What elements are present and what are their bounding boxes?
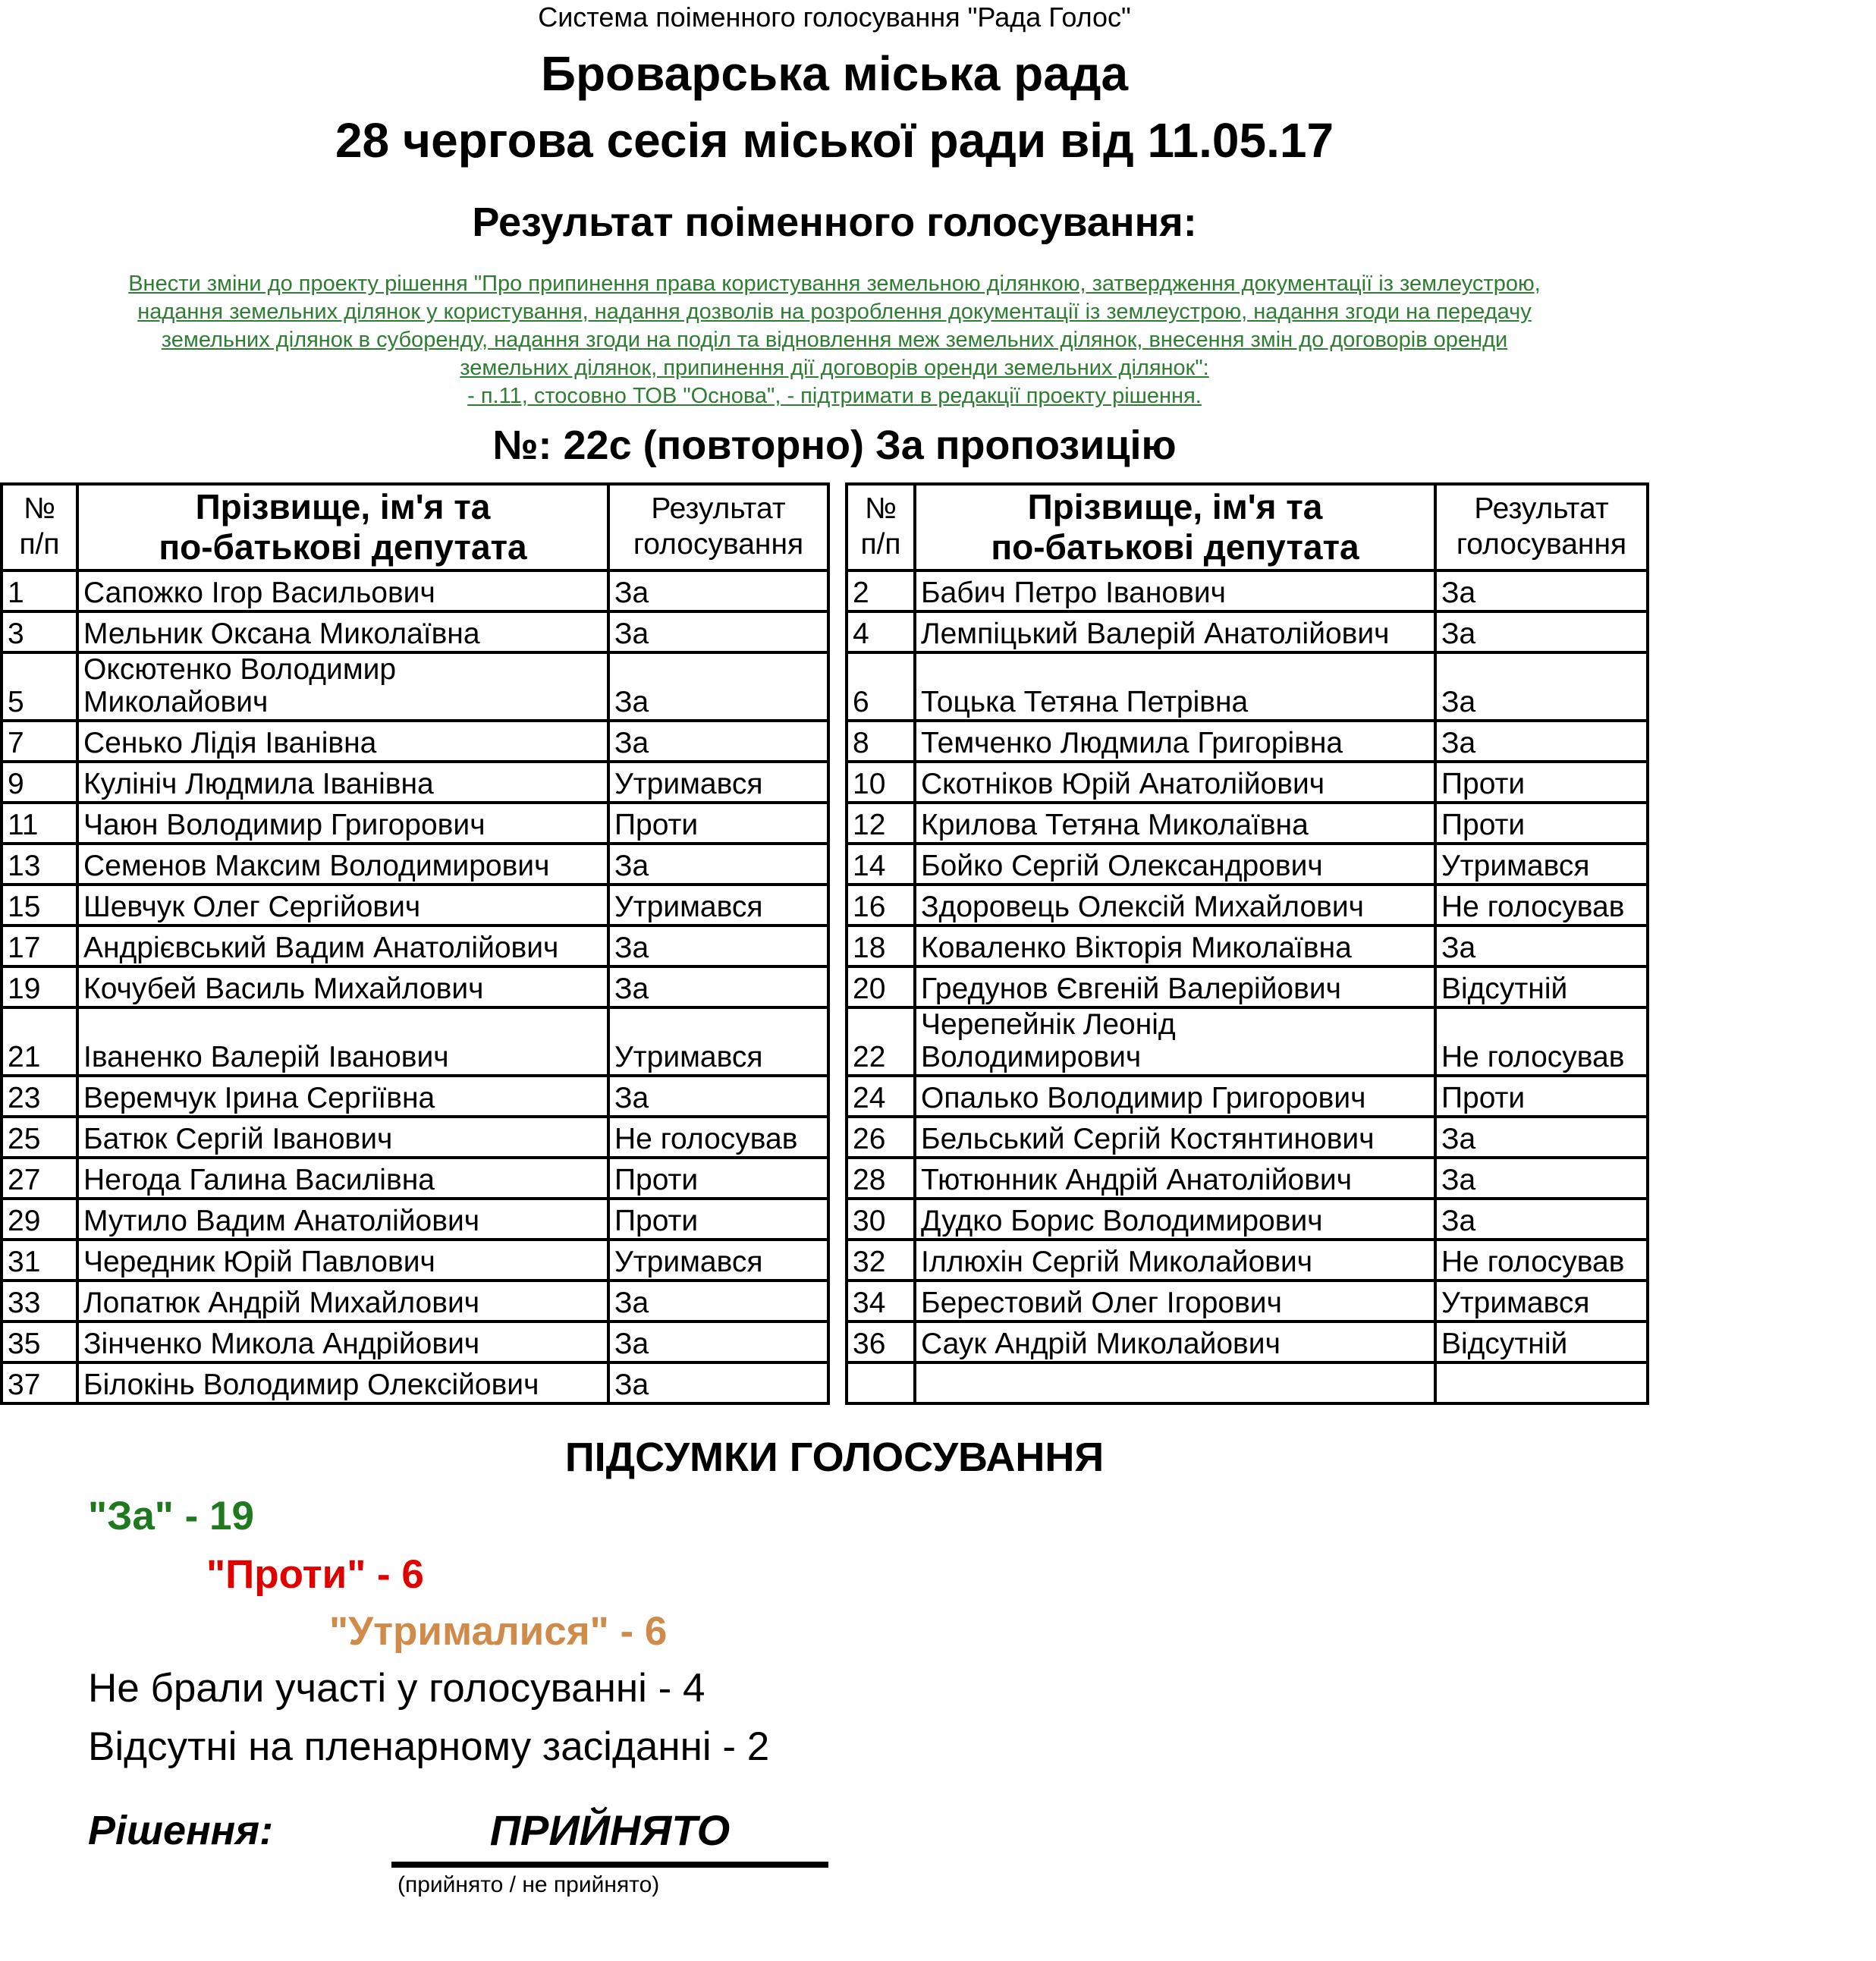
row-number: 18	[847, 926, 915, 966]
table-row	[2, 1199, 828, 1240]
deputy-name: Чаюн Володимир Григорович	[77, 803, 608, 844]
vote-result	[1435, 1362, 1648, 1403]
deputy-name: Лопатюк Андрій Михайлович	[77, 1281, 608, 1321]
summary-against: "Проти" - 6	[206, 1552, 424, 1597]
row-number: 36	[847, 1321, 915, 1362]
vote-result: Проти	[1435, 803, 1648, 844]
vote-result: За	[1435, 570, 1648, 611]
vote-result: Проти	[608, 803, 828, 844]
table-row	[847, 611, 1648, 652]
decision-hint: (прийнято / не прийнято)	[398, 1872, 660, 1897]
deputy-name: Опалько Володимир Григорович	[915, 1076, 1435, 1117]
row-number: 30	[847, 1199, 915, 1240]
council-name: Броварська міська рада	[540, 46, 1129, 101]
table-row	[847, 721, 1648, 762]
votes-table-right	[845, 482, 1649, 1405]
table-row	[2, 1281, 828, 1321]
deputy-name: Мутило Вадим Анатолійович	[77, 1199, 608, 1240]
deputy-name-line: Тоцька Тетяна Петрівна	[921, 686, 1249, 719]
row-number: 3	[2, 611, 77, 652]
vote-result: За	[1435, 1199, 1648, 1240]
decision-value: ПРИЙНЯТО	[489, 1806, 731, 1854]
row-number: 14	[847, 844, 915, 885]
table-row	[2, 926, 828, 966]
table-row	[847, 885, 1648, 926]
deputy-name	[915, 652, 1435, 721]
table-row	[847, 652, 1648, 721]
row-number: 28	[847, 1158, 915, 1199]
table-row	[847, 1076, 1648, 1117]
deputy-name: Темченко Людмила Григорівна	[915, 721, 1435, 762]
vote-result: Утримався	[608, 1240, 828, 1281]
deputy-name: Мельник Оксана Миколаївна	[77, 611, 608, 652]
deputy-name-line: Іваненко Валерій Іванович	[83, 1041, 449, 1074]
table-row	[2, 721, 828, 762]
row-number: 15	[2, 885, 77, 926]
table-row	[2, 1007, 828, 1076]
vote-result: За	[608, 1362, 828, 1403]
vote-result: За	[1435, 926, 1648, 966]
table-row	[2, 1321, 828, 1362]
vote-result: Проти	[608, 1158, 828, 1199]
row-number: 2	[847, 570, 915, 611]
row-number: 17	[2, 926, 77, 966]
table-row	[847, 1158, 1648, 1199]
vote-result: За	[608, 966, 828, 1007]
row-number: 32	[847, 1240, 915, 1281]
result-heading: Результат поіменного голосування:	[472, 200, 1197, 245]
table-row	[847, 762, 1648, 803]
summary-abstained: "Утрималися" - 6	[329, 1609, 668, 1654]
deputy-name	[915, 1362, 1435, 1403]
table-row	[847, 1117, 1648, 1158]
motion-line[interactable]: земельних ділянок, припинення дії договорів оренди земельних ділянок":	[460, 356, 1209, 380]
vote-result: За	[1435, 721, 1648, 762]
table-row	[2, 762, 828, 803]
row-number: 16	[847, 885, 915, 926]
motion-line[interactable]: Внести зміни до проекту рішення "Про припинення права користування земельною ділянкою, затвердження документації із землеустрою,	[128, 272, 1541, 296]
vote-result: За	[608, 1076, 828, 1117]
row-number: 25	[2, 1117, 77, 1158]
deputy-name: Дудко Борис Володимирович	[915, 1199, 1435, 1240]
vote-result: За	[608, 570, 828, 611]
row-number: 22	[847, 1007, 915, 1076]
deputy-name: Шевчук Олег Сергійович	[77, 885, 608, 926]
motion-line[interactable]: - п.11, стосовно ТОВ "Основа", - підтримати в редакції проекту рішення.	[467, 384, 1202, 408]
table-row	[2, 652, 828, 721]
deputy-name: Бельський Сергій Костянтинович	[915, 1117, 1435, 1158]
deputy-name-line: Миколайович	[83, 686, 269, 719]
table-row	[847, 1362, 1648, 1403]
row-number: 5	[2, 652, 77, 721]
deputy-name: Здоровець Олексій Михайлович	[915, 885, 1435, 926]
row-number: 34	[847, 1281, 915, 1321]
deputy-name-line: Черепейнік Леонід	[921, 1008, 1176, 1042]
table-row	[2, 1076, 828, 1117]
row-number: 12	[847, 803, 915, 844]
deputy-name-line: Оксютенко Володимир	[83, 653, 397, 687]
row-number: 27	[2, 1158, 77, 1199]
result-header: Результат голосування	[1435, 484, 1648, 570]
deputy-name: Тютюнник Андрій Анатолійович	[915, 1158, 1435, 1199]
vote-result: Утримався	[608, 1007, 828, 1076]
summary-not-voted: Не брали участі у голосуванні - 4	[88, 1666, 705, 1711]
vote-result: За	[608, 652, 828, 721]
row-number: 13	[2, 844, 77, 885]
deputy-name: Кочубей Василь Михайлович	[77, 966, 608, 1007]
vote-result: Утримався	[608, 885, 828, 926]
session-title: 28 чергова сесія міської ради від 11.05.17	[335, 113, 1334, 168]
system-title: Система поіменного голосування "Рада Голос"	[538, 2, 1131, 33]
vote-result: Утримався	[1435, 1281, 1648, 1321]
vote-result: Проти	[1435, 762, 1648, 803]
row-number: 9	[2, 762, 77, 803]
table-row	[2, 1158, 828, 1199]
vote-result: За	[1435, 652, 1648, 721]
summary-title: ПІДСУМКИ ГОЛОСУВАННЯ	[564, 1435, 1105, 1480]
deputy-name: Бойко Сергій Олександрович	[915, 844, 1435, 885]
table-row	[847, 1240, 1648, 1281]
deputy-name: Іллюхін Сергій Миколайович	[915, 1240, 1435, 1281]
deputy-name: Семенов Максим Володимирович	[77, 844, 608, 885]
row-number: 24	[847, 1076, 915, 1117]
deputy-name-line: Володимирович	[921, 1041, 1142, 1074]
table-row	[847, 1321, 1648, 1362]
deputy-name: Білокінь Володимир Олексійович	[77, 1362, 608, 1403]
table-header-row	[2, 484, 828, 570]
decision-underline	[391, 1862, 828, 1868]
deputy-name: Чередник Юрій Павлович	[77, 1240, 608, 1281]
deputy-name: Сапожко Ігор Васильович	[77, 570, 608, 611]
deputy-name	[915, 1007, 1435, 1076]
vote-number: №: 22с (повторно) За пропозицію	[492, 423, 1177, 468]
row-number: 37	[2, 1362, 77, 1403]
deputy-name	[77, 1007, 608, 1076]
vote-result: За	[608, 926, 828, 966]
table-row	[2, 803, 828, 844]
deputy-name: Скотніков Юрій Анатолійович	[915, 762, 1435, 803]
deputy-name: Сенько Лідія Іванівна	[77, 721, 608, 762]
deputy-name: Гредунов Євгеній Валерійович	[915, 966, 1435, 1007]
table-row	[2, 966, 828, 1007]
row-number: 19	[2, 966, 77, 1007]
vote-result: За	[608, 611, 828, 652]
table-header-row	[847, 484, 1648, 570]
name-header: Прізвище, ім'я та по-батькові депутата	[915, 484, 1435, 570]
deputy-name: Зінченко Микола Андрійович	[77, 1321, 608, 1362]
vote-result: Не голосував	[1435, 1007, 1648, 1076]
row-number: 10	[847, 762, 915, 803]
vote-result: Не голосував	[608, 1117, 828, 1158]
table-row	[847, 803, 1648, 844]
row-number: 6	[847, 652, 915, 721]
votes-table-left	[0, 482, 830, 1405]
table-row	[847, 966, 1648, 1007]
table-row	[2, 844, 828, 885]
table-row	[847, 1007, 1648, 1076]
table-row	[2, 1240, 828, 1281]
deputy-name: Андрієвський Вадим Анатолійович	[77, 926, 608, 966]
table-row	[847, 1199, 1648, 1240]
row-number: 23	[2, 1076, 77, 1117]
row-number: 26	[847, 1117, 915, 1158]
row-number: 29	[2, 1199, 77, 1240]
vote-result: Утримався	[1435, 844, 1648, 885]
row-number: 1	[2, 570, 77, 611]
vote-result: За	[1435, 611, 1648, 652]
deputy-name	[77, 652, 608, 721]
num-header: № п/п	[2, 484, 77, 570]
decision-label: Рішення:	[88, 1808, 274, 1853]
deputy-name: Берестовий Олег Ігорович	[915, 1281, 1435, 1321]
row-number: 35	[2, 1321, 77, 1362]
deputy-name: Саук Андрій Миколайович	[915, 1321, 1435, 1362]
vote-result: За	[608, 844, 828, 885]
table-row	[2, 1117, 828, 1158]
deputy-name: Бабич Петро Іванович	[915, 570, 1435, 611]
vote-result: За	[1435, 1117, 1648, 1158]
vote-result: За	[608, 1321, 828, 1362]
table-row	[2, 570, 828, 611]
num-header: № п/п	[847, 484, 915, 570]
motion-line[interactable]: надання земельних ділянок у користування, надання дозволів на розроблення документації із землеустрою, надання згоди на передачу	[137, 300, 1532, 324]
row-number: 20	[847, 966, 915, 1007]
motion-text[interactable]	[0, 270, 1669, 410]
row-number	[847, 1362, 915, 1403]
table-row	[847, 926, 1648, 966]
deputy-name: Негода Галина Василівна	[77, 1158, 608, 1199]
table-row	[847, 1281, 1648, 1321]
deputy-name: Лемпіцький Валерій Анатолійович	[915, 611, 1435, 652]
deputy-name: Коваленко Вікторія Миколаївна	[915, 926, 1435, 966]
table-row	[2, 885, 828, 926]
row-number: 8	[847, 721, 915, 762]
summary-for: "За" - 19	[88, 1494, 254, 1538]
vote-result: За	[608, 721, 828, 762]
row-number: 11	[2, 803, 77, 844]
deputy-name: Веремчук Ірина Сергіївна	[77, 1076, 608, 1117]
row-number: 31	[2, 1240, 77, 1281]
vote-result: За	[608, 1281, 828, 1321]
vote-result: Відсутній	[1435, 966, 1648, 1007]
vote-result: Утримався	[608, 762, 828, 803]
vote-result: Проти	[1435, 1076, 1648, 1117]
row-number: 21	[2, 1007, 77, 1076]
row-number: 33	[2, 1281, 77, 1321]
vote-result: Не голосував	[1435, 885, 1648, 926]
motion-line[interactable]: земельних ділянок в суборенду, надання згоди на поділ та відновлення меж земельних ділянок, внесення змін до договорів оренди	[161, 328, 1508, 352]
row-number: 7	[2, 721, 77, 762]
vote-result: Не голосував	[1435, 1240, 1648, 1281]
deputy-name: Кулініч Людмила Іванівна	[77, 762, 608, 803]
result-header: Результат голосування	[608, 484, 828, 570]
summary-absent: Відсутні на пленарному засіданні - 2	[88, 1724, 770, 1769]
row-number: 4	[847, 611, 915, 652]
vote-result: За	[1435, 1158, 1648, 1199]
deputy-name: Батюк Сергій Іванович	[77, 1117, 608, 1158]
name-header: Прізвище, ім'я та по-батькові депутата	[77, 484, 608, 570]
table-row	[2, 1362, 828, 1403]
table-row	[847, 844, 1648, 885]
table-row	[2, 611, 828, 652]
vote-result: Відсутній	[1435, 1321, 1648, 1362]
table-row	[847, 570, 1648, 611]
vote-result: Проти	[608, 1199, 828, 1240]
deputy-name: Крилова Тетяна Миколаївна	[915, 803, 1435, 844]
